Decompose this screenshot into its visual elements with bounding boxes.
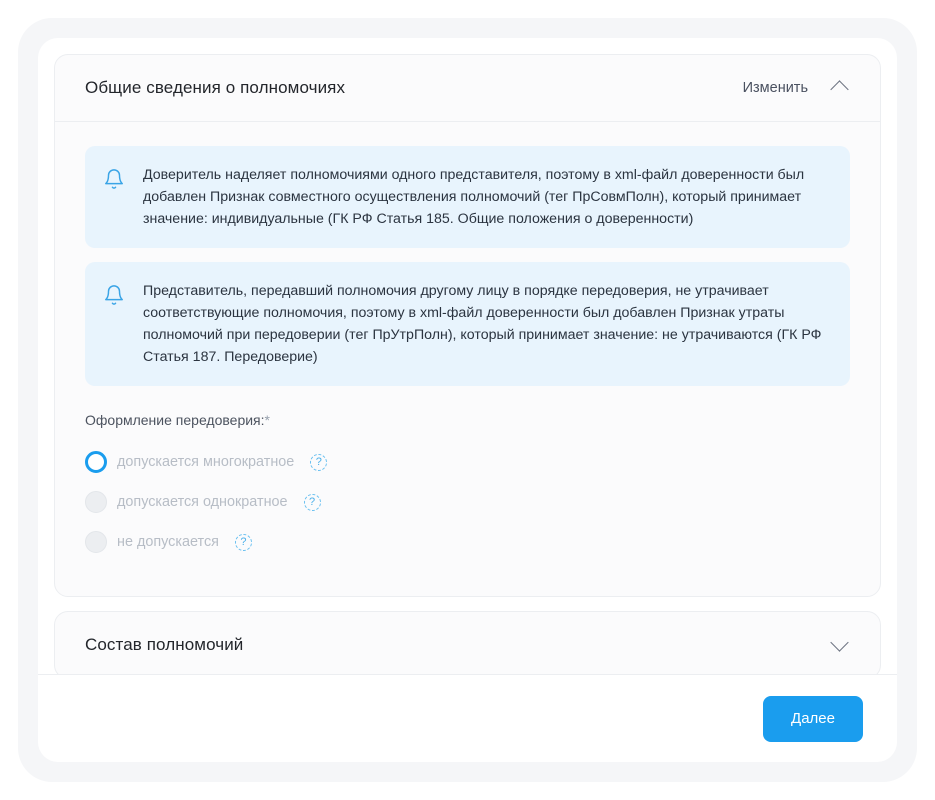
section-general-powers-header[interactable] (55, 55, 880, 121)
radio-option-multiple[interactable] (85, 442, 850, 482)
next-button[interactable]: Далее (763, 696, 863, 742)
edit-button[interactable]: Изменить (742, 80, 808, 96)
window-body (38, 38, 897, 674)
radio-option-single[interactable] (85, 482, 850, 522)
bell-icon (103, 280, 127, 368)
radio-option-none[interactable] (85, 522, 850, 562)
field-label-substitution (85, 412, 850, 428)
radio-label: не допускается (117, 534, 219, 550)
app-window (38, 38, 897, 762)
section-title: Состав полномочий (85, 635, 244, 654)
chevron-up-icon[interactable] (830, 77, 852, 99)
bell-icon (103, 164, 127, 230)
section-powers-composition-header[interactable] (55, 612, 880, 674)
section-general-powers-content (55, 122, 880, 596)
chevron-down-icon[interactable] (830, 634, 852, 656)
radio-label: допускается однократное (117, 494, 288, 510)
section-powers-composition (54, 611, 881, 674)
notice-text: Доверитель наделяет полномочиями одного представителя, поэтому в xml-файл доверенности был добавлен Признак совместного осуществления полномочий (тег ПрСовмПолн), который принимает значение: индивидуальные (ГК РФ Статья 185. Общие положения о доверенности) (143, 167, 805, 227)
radio-input[interactable] (85, 491, 107, 513)
help-icon[interactable]: ? (235, 534, 252, 551)
section-header-actions (830, 634, 852, 656)
notice-text: Представитель, передавший полномочия другому лицу в порядке передоверия, не утрачивает соответствующие полномочия, поэтому в xml-файл доверенности был добавлен Признак утраты полномочий при передоверии (тег ПрУтрПолн), который принимает значение: не утрачиваются (ГК РФ Статья 187. Передоверие) (143, 283, 822, 365)
notice-joint-powers (85, 146, 850, 248)
notice-substitution-powers (85, 262, 850, 386)
help-icon[interactable]: ? (304, 494, 321, 511)
window-footer (38, 674, 897, 762)
page-title: Общие сведения о полномочиях (85, 78, 346, 97)
radio-group-substitution (85, 442, 850, 562)
help-icon[interactable]: ? (310, 454, 327, 471)
required-marker: * (264, 412, 270, 428)
radio-label: допускается многократное (117, 454, 295, 470)
field-label-text: Оформление передоверия: (85, 412, 265, 428)
radio-input[interactable] (85, 531, 107, 553)
device-frame (18, 18, 917, 782)
section-general-powers (54, 54, 881, 597)
section-header-actions (743, 77, 852, 99)
radio-input[interactable] (85, 451, 107, 473)
